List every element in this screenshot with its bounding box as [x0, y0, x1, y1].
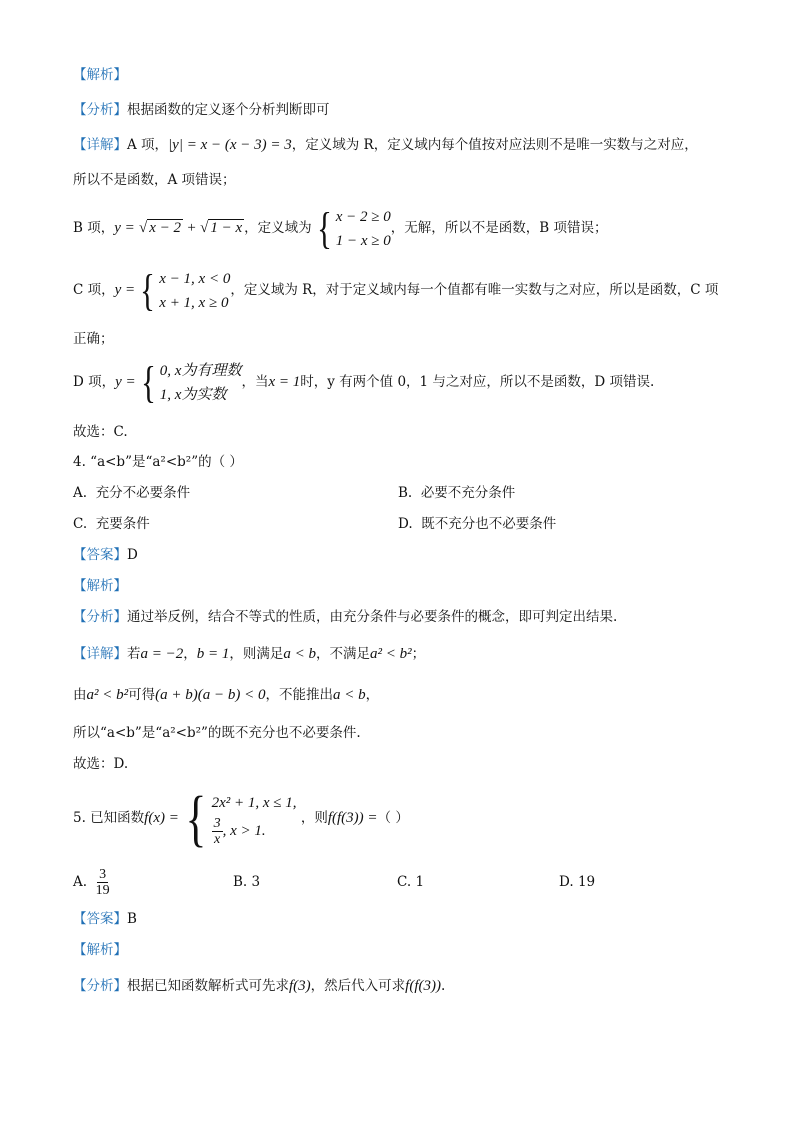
text: ，然后代入可求 [310, 978, 406, 994]
text: ， [183, 646, 197, 662]
left-brace: { [316, 203, 332, 253]
text: ， [365, 687, 380, 703]
detail-label: 【详解】 [73, 646, 127, 662]
q4-stem: 4. “a<b”是“a²<b²”的（ ） [73, 454, 243, 470]
q3-detail-d [73, 358, 654, 407]
q3-c-prefix: C 项， [73, 282, 115, 298]
q3-detail-b [73, 204, 608, 253]
answer-label: 【答案】 [73, 547, 127, 563]
fenxi-label: 【分析】 [73, 978, 127, 994]
q4-detail-1 [73, 645, 425, 663]
math: b = 1 [196, 646, 230, 662]
denominator: 19 [95, 883, 110, 898]
q3-b-prefix: B 项， [73, 220, 115, 236]
text: 5. 已知函数 [73, 810, 145, 826]
math: a < b [332, 687, 366, 703]
q3-a-prefix: A 项， [127, 137, 169, 153]
option-text: 19 [577, 874, 596, 890]
option-label: C. [73, 516, 88, 532]
q3-b-cases [336, 205, 391, 253]
option-label: B. [398, 485, 413, 501]
math: a² < b² [86, 687, 129, 703]
q4-option-a [73, 484, 190, 502]
text: ，则满足 [229, 646, 284, 662]
text: ； [411, 646, 426, 662]
q3-d-case2: 1, x为实数 [159, 386, 227, 403]
math: a < b [283, 646, 316, 662]
fenxi-label: 【分析】 [73, 102, 127, 118]
q4-analysis-heading: 【解析】 [73, 578, 127, 594]
q3-c-text: ，定义域为 R，对于定义域内每一个值都有唯一实数与之对应，所以是函数，C 项 [230, 282, 719, 298]
q3-a-text: ，定义域为 R，定义域内每个值按对应法则不是唯一实数与之对应， [291, 137, 698, 153]
q3-detail-a [73, 136, 698, 154]
fraction [212, 816, 223, 847]
q5-cases [212, 790, 297, 847]
q3-c-case1: x − 1, x < 0 [159, 270, 231, 287]
option-label: C. [397, 874, 412, 890]
q5-option-c [397, 873, 424, 891]
detail-label: 【详解】 [73, 137, 127, 153]
math: a = −2 [140, 646, 184, 662]
q3-b-case1: x − 2 ≥ 0 [335, 208, 391, 225]
q3-d-text1: ，当 [241, 374, 269, 390]
option-label: A. [73, 874, 88, 890]
analysis-heading: 【解析】 [73, 67, 127, 83]
q3-c-cases [159, 267, 230, 315]
text: 由 [73, 687, 87, 703]
option-text: 3 [251, 874, 261, 890]
math: f(x) = [144, 810, 179, 826]
q5-case2 [212, 816, 297, 847]
q3-d-text2: 时，y 有两个值 0，1 与之对应，所以不是函数，D 项错误. [300, 374, 655, 390]
text: ，则 [300, 810, 328, 826]
left-brace: { [185, 784, 207, 853]
math: a² < b² [370, 646, 412, 662]
q4-answer-value: D [127, 547, 138, 563]
left-brace: { [140, 265, 156, 315]
q5-option-d [559, 873, 595, 891]
option-label: A. [73, 485, 88, 501]
q3-d-case1: 0, x为有理数 [159, 362, 242, 379]
sqrt-symbol: √ [200, 220, 209, 236]
text: 可得 [128, 687, 156, 703]
numerator: 3 [99, 867, 107, 882]
text: 若 [127, 646, 141, 662]
q3-d-y: y = [115, 374, 136, 390]
q3-b-case2: 1 − x ≥ 0 [335, 232, 391, 249]
q3-c-case2: x + 1, x ≥ 0 [159, 294, 229, 311]
option-text: 必要不充分条件 [420, 485, 516, 501]
q3-detail-c-cont: 正确； [73, 331, 114, 347]
math: f(f(3)) [405, 978, 441, 994]
denominator: x [214, 832, 221, 847]
q5-option-a [73, 862, 110, 902]
q3-conclusion: 故选：C. [73, 424, 128, 440]
fraction [96, 867, 110, 898]
option-text: 1 [415, 874, 425, 890]
q3-b-text1: ，定义域为 [244, 220, 312, 236]
option-label: D. [398, 516, 413, 532]
text: , x > 1. [222, 822, 266, 839]
text: . [441, 978, 446, 994]
q3-detail-c [73, 266, 718, 315]
q3-d-prefix: D 项， [73, 374, 116, 390]
option-text: 充分不必要条件 [95, 485, 191, 501]
q5-fenxi [73, 977, 445, 995]
option-text: 充要条件 [95, 516, 150, 532]
left-brace: { [140, 357, 156, 407]
text: ，不能推出 [265, 687, 333, 703]
option-text: 既不充分也不必要条件 [421, 516, 557, 532]
option-label: B. [233, 874, 248, 890]
q5-case1: 2x² + 1, x ≤ 1, [211, 795, 297, 811]
answer-label: 【答案】 [73, 911, 127, 927]
q4-conclusion: 故选：D. [73, 756, 129, 772]
sqrt-symbol: √ [139, 220, 148, 236]
text: （ ） [377, 810, 409, 826]
q3-b-plus: + [187, 220, 196, 236]
q4-option-b [398, 484, 515, 502]
q5-answer-value: B [127, 911, 137, 927]
q3-d-math2: x = 1 [268, 374, 301, 390]
q5-option-b [233, 873, 260, 891]
q4-answer [73, 546, 138, 564]
math: f(3) [289, 978, 311, 994]
fenxi-label: 【分析】 [73, 609, 127, 625]
q4-fenxi [73, 608, 617, 626]
numerator: 3 [213, 816, 221, 831]
q4-detail-2 [73, 686, 379, 704]
q3-b-text2: ，无解，所以不是函数，B 项错误； [390, 220, 608, 236]
q5-stem [73, 784, 409, 853]
q5-analysis-heading: 【解析】 [73, 942, 127, 958]
q3-b-y: y = [114, 220, 135, 236]
q3-fenxi-text: 根据函数的定义逐个分析判断即可 [127, 102, 330, 118]
text: 根据已知函数解析式可先求 [127, 978, 289, 994]
q3-a-math: |y| = x − (x − 3) = 3 [168, 137, 292, 153]
q4-option-d [398, 515, 556, 533]
q5-answer [73, 910, 137, 928]
q3-d-cases [160, 359, 242, 407]
q3-fenxi [73, 101, 330, 119]
q4-option-c [73, 515, 150, 533]
q3-detail-a-cont: 所以不是函数，A 项错误； [73, 172, 236, 188]
option-label: D. [559, 874, 574, 890]
q3-c-y: y = [114, 282, 136, 298]
text: ，不满足 [316, 646, 370, 662]
math: (a + b)(a − b) < 0 [155, 687, 266, 703]
q3-b-sqrt1: x − 2 [149, 220, 182, 236]
q4-detail-3: 所以“a<b”是“a²<b²”的既不充分也不必要条件. [73, 725, 361, 741]
q4-fenxi-text: 通过举反例，结合不等式的性质，由充分条件与必要条件的概念，即可判定出结果. [127, 609, 618, 625]
q3-b-sqrt2: 1 − x [210, 220, 243, 236]
math: f(f(3)) = [327, 810, 378, 826]
